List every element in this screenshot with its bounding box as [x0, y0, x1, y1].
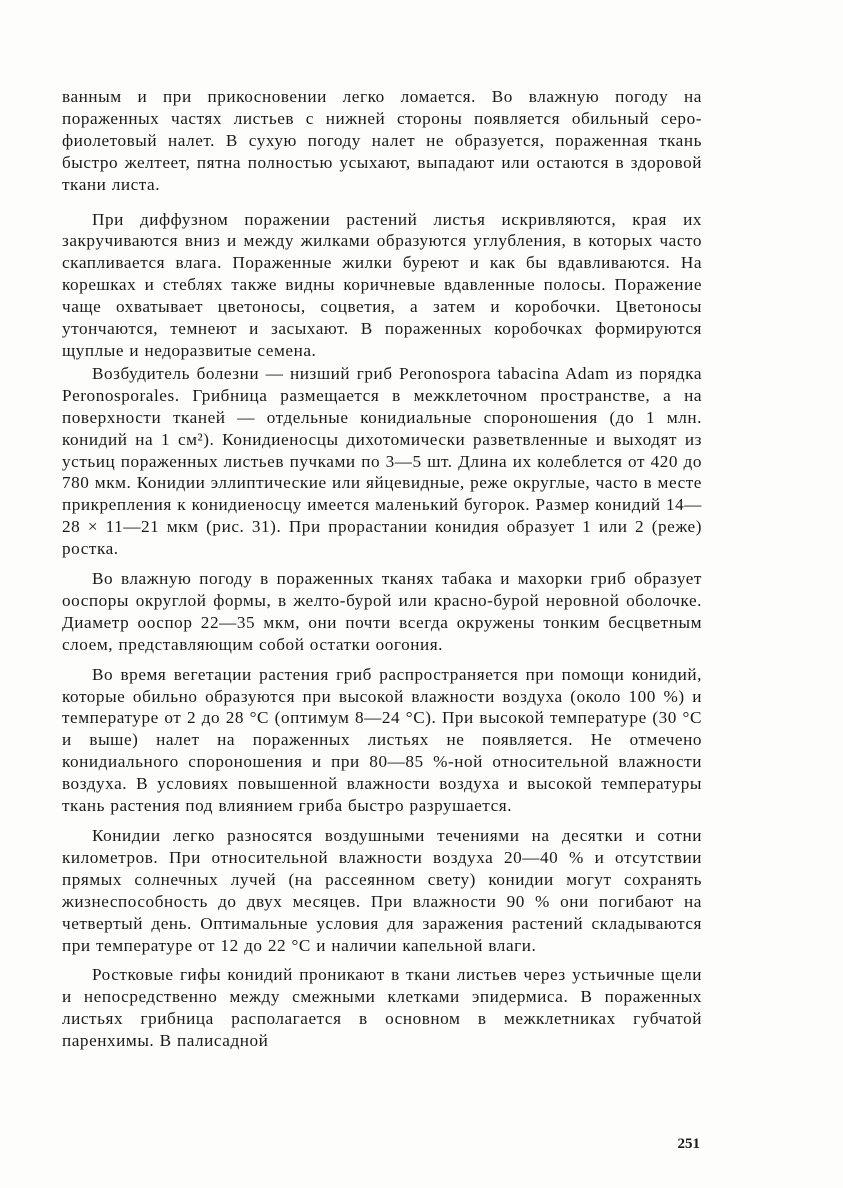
paragraph-oospores: Во влажную погоду в пораженных тканях табака и махорки гриб образует ооспоры округлой формы, в желто-бурой или красно-бурой неровной оболочке. Диаметр ооспор 22—35 мкм, они почти всегда окружены тонким бесцветным слоем, представляющим собой остатки оогония.	[62, 569, 702, 654]
page-number: 251	[677, 1136, 700, 1152]
paragraph-continuation: ванным и при прикосновении легко ломается. Во влажную погоду на пораженных частях листьев с нижней стороны появляется обильный серо-фиолетовый налет. В сухую погоду налет не образуется, пораженная ткань быстро желтеет, пятна полностью усыхают, выпадают или остаются в здоровой ткани листа.	[62, 87, 702, 194]
paragraph-vegetation-spread: Во время вегетации растения гриб распространяется при помощи конидий, которые обильно образуются при высокой влажности воздуха (около 100 %) и температуре от 2 до 28 °С (оптимум 8—24 °С). При высокой температуре (30 °С и выше) налет на пораженных листьях не появляется. Не отмечено конидиального спороношения и при 80—85 %-ной относительной влажности воздуха. В условиях повышенной влажности воздуха и высокой температуры ткань растения под влиянием гриба быстро разрушается.	[62, 664, 702, 816]
paragraph-pathogen: Возбудитель болезни — низший гриб Peronospora tabacina Adam из порядка Peronosporales. Грибница размещается в межклеточном пространстве, а на поверхности тканей — отдельные конидиальные спороношения (до 1 млн. конидий на 1 см²). Конидиеносцы дихотомически разветвленные и выходят из устьиц пораженных листьев пучками по 3—5 шт. Длина их колеблется от 420 до 780 мкм. Конидии эллиптические или яйцевидные, реже округлые, часто в месте прикрепления к конидиеносцу имеется маленький бугорок. Размер конидий 14—28 × 11—21 мкм (рис. 31). При прорастании конидия образует 1 или 2 (реже) ростка.	[62, 363, 702, 559]
paragraph-conidia-dispersal: Конидии легко разносятся воздушными течениями на десятки и сотни километров. При относительной влажности воздуха 20—40 % и отсутствии прямых солнечных лучей (на рассеянном свету) конидии могут сохранять жизнеспособность до двух месяцев. При влажности 90 % они погибают на четвертый день. Оптимальные условия для заражения растений складываются при температуре от 12 до 22 °С и наличии капельной влаги.	[62, 826, 702, 955]
paragraph-germ-hyphae: Ростковые гифы конидий проникают в ткани листьев через устьичные щели и непосредственно между смежными клетками эпидермиса. В пораженных листьях грибница располагается в основном в межклетниках губчатой паренхимы. В палисадной	[62, 965, 702, 1051]
paragraph-diffuse-lesion: При диффузном поражении растений листья искривляются, края их закручиваются вниз и между жилками образуются углубления, в которых часто скапливается влага. Пораженные жилки буреют и как бы вдавливаются. На корешках и стеблях также видны коричневые вдавленные полосы. Поражение чаще охватывает цветоносы, соцветия, а затем и коробочки. Цветоносы утончаются, темнеют и засыхают. В пораженных коробочках формируются щуплые и недоразвитые семена.	[62, 209, 702, 360]
body-text	[62, 86, 702, 1052]
